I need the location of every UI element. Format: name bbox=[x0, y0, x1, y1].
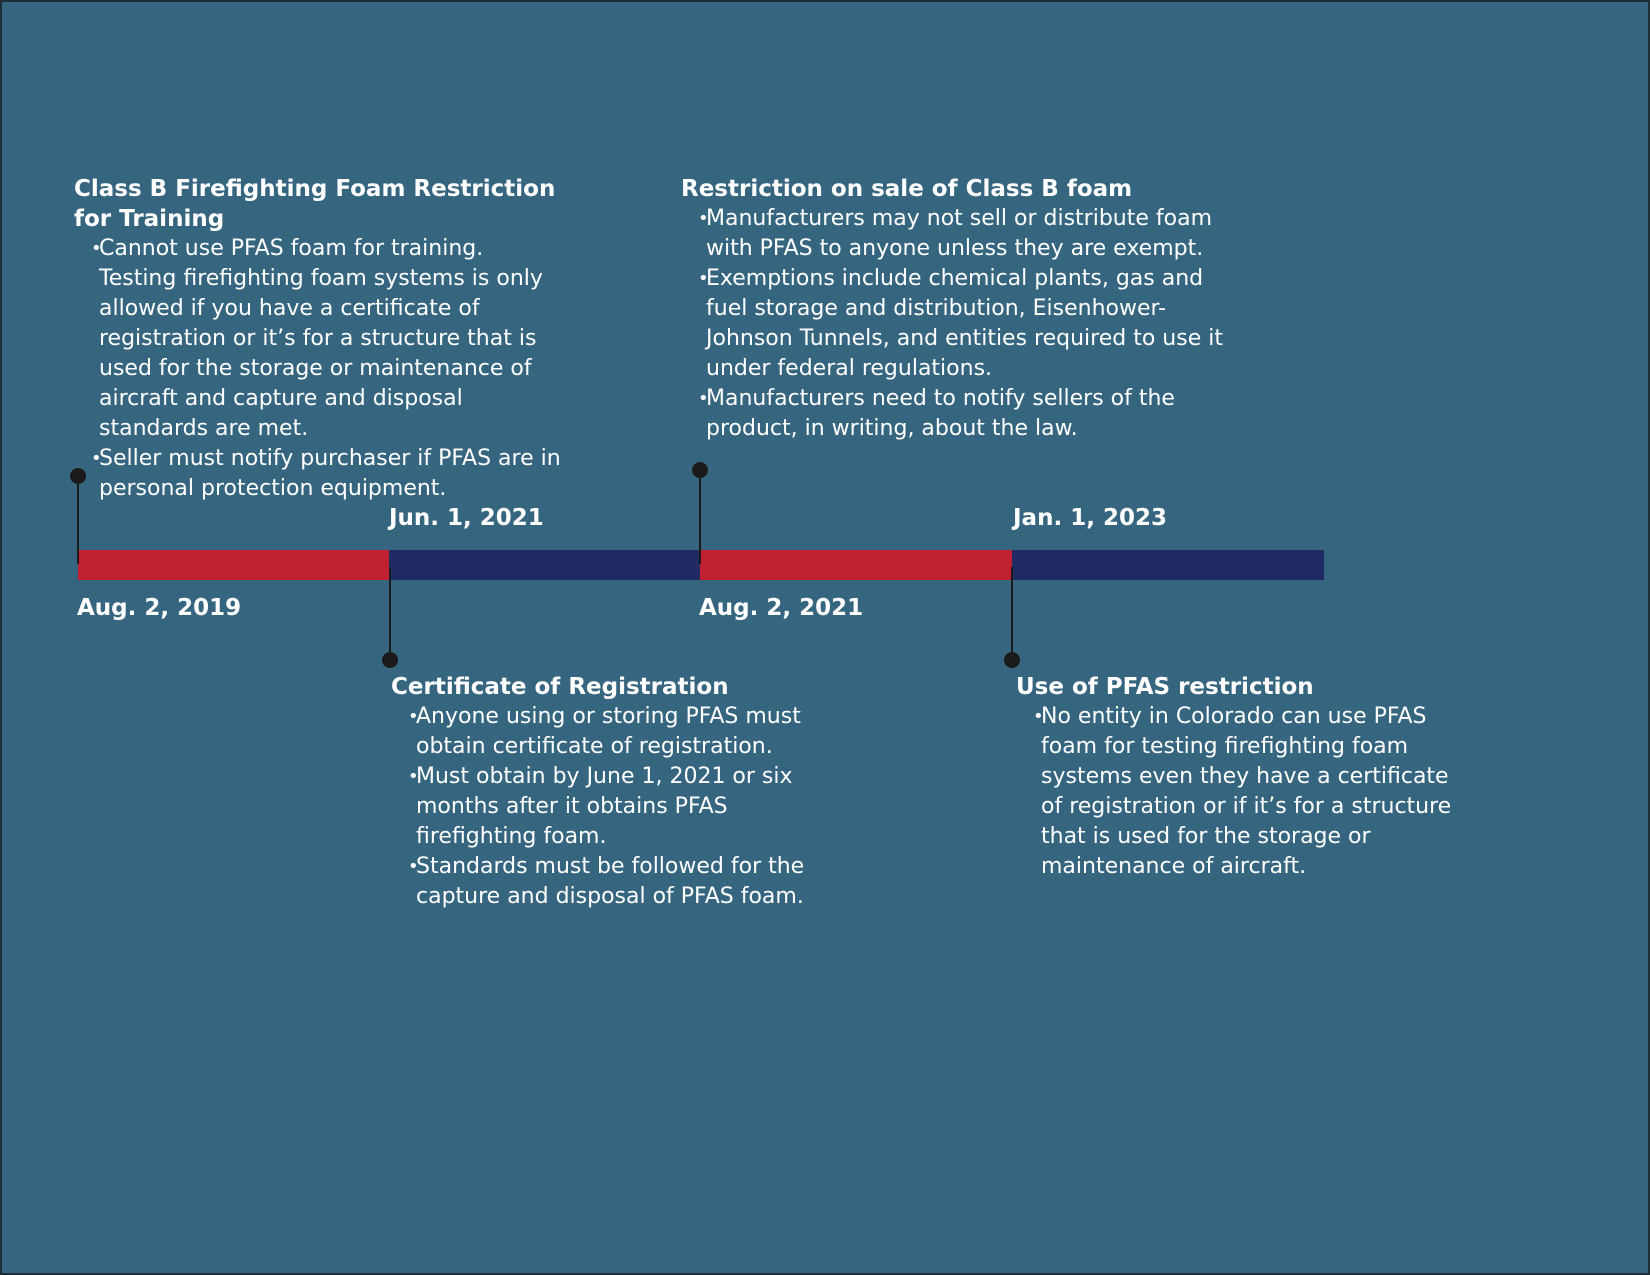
connector-dot-3 bbox=[692, 462, 708, 478]
connector-line-3 bbox=[699, 469, 701, 564]
event-card-2 bbox=[391, 672, 831, 912]
date-label-1: Aug. 2, 2019 bbox=[77, 595, 242, 621]
bullet-icon: • bbox=[91, 238, 102, 259]
bullet-icon: • bbox=[91, 448, 102, 469]
bullet-list bbox=[1016, 702, 1476, 882]
timeline-segment-1 bbox=[78, 550, 389, 580]
timeline-segment-4 bbox=[1012, 550, 1324, 580]
bullet-icon: • bbox=[698, 388, 709, 409]
bullet-item: • Cannot use PFAS foam for training. Testing firefighting foam systems is only allowed if you have a certificate of registration or it’s for a structure that is used for the storage or maintenance of aircraft and capture and disposal standards are met. bbox=[91, 236, 543, 441]
bullet-icon: • bbox=[1033, 706, 1044, 727]
event-title: Restriction on sale of Class B foam bbox=[681, 176, 1133, 202]
bullet-icon: • bbox=[698, 208, 709, 229]
bullet-item: • Anyone using or storing PFAS must obtain certificate of registration. bbox=[408, 704, 801, 759]
bullet-item: • Standards must be followed for the capture and disposal of PFAS foam. bbox=[408, 854, 805, 909]
bullet-item: • Exemptions include chemical plants, gas and fuel storage and distribution, Eisenhower-Johnson Tunnels, and entities required to use it under federal regulations. bbox=[698, 266, 1223, 381]
connector-dot-4 bbox=[1004, 652, 1020, 668]
connector-dot-2 bbox=[382, 652, 398, 668]
bullet-item: • Manufacturers may not sell or distribute foam with PFAS to anyone unless they are exempt. bbox=[698, 206, 1212, 261]
timeline-segment-2 bbox=[389, 550, 700, 580]
connector-line-2 bbox=[389, 567, 391, 659]
bullet-item: • No entity in Colorado can use PFAS foam for testing firefighting foam systems even they have a certificate of registration or if it’s for a structure that is used for the storage or maintenance of aircraft. bbox=[1033, 704, 1452, 879]
bullet-item: • Must obtain by June 1, 2021 or six months after it obtains PFAS firefighting foam. bbox=[408, 764, 793, 849]
bullet-list bbox=[391, 702, 831, 912]
bullet-list bbox=[74, 234, 564, 504]
event-card-1 bbox=[74, 174, 564, 504]
date-label-3: Aug. 2, 2021 bbox=[699, 595, 864, 621]
date-label-4: Jan. 1, 2023 bbox=[1013, 505, 1167, 531]
bullet-icon: • bbox=[408, 766, 419, 787]
event-title: Certificate of Registration bbox=[391, 674, 729, 700]
bullet-item: • Manufacturers need to notify sellers of the product, in writing, about the law. bbox=[698, 386, 1175, 441]
event-card-3 bbox=[681, 174, 1241, 444]
timeline-segment-3 bbox=[700, 550, 1012, 580]
bullet-icon: • bbox=[408, 856, 419, 877]
event-title: Use of PFAS restriction bbox=[1016, 674, 1314, 700]
event-card-4 bbox=[1016, 672, 1476, 882]
bullet-list bbox=[681, 204, 1241, 444]
date-label-2: Jun. 1, 2021 bbox=[389, 505, 544, 531]
bullet-item: • Seller must notify purchaser if PFAS are in personal protection equipment. bbox=[91, 446, 561, 501]
connector-line-4 bbox=[1011, 567, 1013, 659]
bullet-icon: • bbox=[698, 268, 709, 289]
bullet-icon: • bbox=[408, 706, 419, 727]
event-title: Class B Firefighting Foam Restriction for Training bbox=[74, 176, 556, 232]
